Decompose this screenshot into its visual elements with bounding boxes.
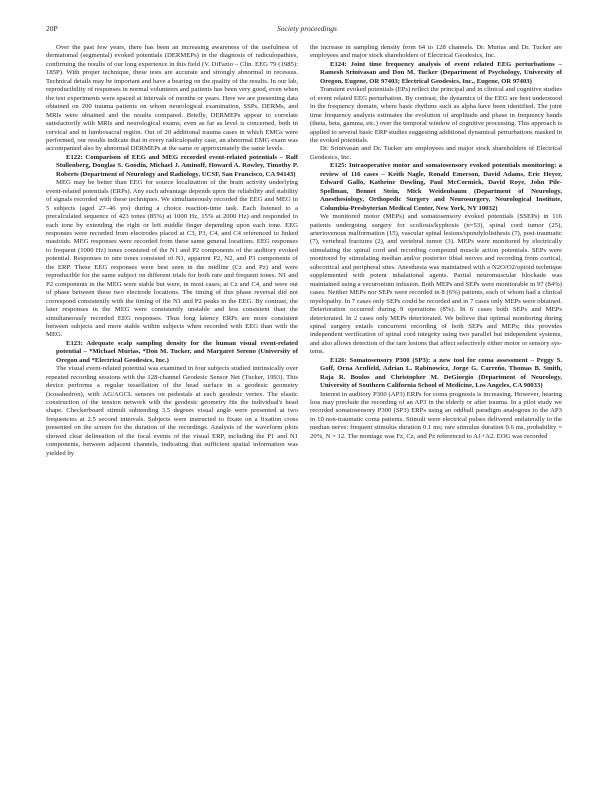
abstract-e123-title: E123: Adequate scalp sampling density for the human visual event-related potential – *Michael Murias, *Don M. Tucker, and Margaret Sereno (University of Oregon and *Electrical Geodesics, Inc.)	[56, 339, 298, 364]
abstract-e123-body: The visual event-related potential was examined in four subjects studied intrinsically over repeated recording sessions with the 128-channel Geodesic Sensor Net (Tucker, 1993). This device performs a regular tessellation of the head surface in a geodesic geometry (icosahedron), with AG/AGCL sensors on pedestals at each geodesic vertex. The elastic construction of the tension network with the geodesic geometry fits the individual's head shape. Checkerboard stimuli subtending 3.5 degrees visual angle were presented at two frequencies at 2.5 second intervals. Subjects were instructed to fixate on a fixation cross presented on the screen for the duration of the recordings. Analysis of the waveform plots showed clear delineation of the focal events of the visual ERP, including the P1 and N1 components, between adjacent channels, indicating that sufficient spatial information was yielded by	[46, 365, 298, 457]
abstract-e126-title: E126: Somatosensory P300 (SP3): a new tool for coma assessment – Peggy S. Goff, Orna Arnfield, Adrian L. Rabinowicz, Jorge G. Carreño, Thomas B. Smith, Raja R. Boulos and Christopher M. DeGiorgio (Department of Neurology, University of Southern California School of Medicine, Los Angeles, CA 90033)	[320, 356, 562, 390]
page-number: 20P	[46, 24, 58, 33]
abstract-e125-body: We monitored motor (MEPs) and somatosensory evoked potentials (SSEPs) in 116 patients undergoing surgery for scoliosis/kyphosis (n=53), spinal cord tumor (25), arteriovenous malformation (15), vascular spinal lesions/spondylolisthesis (7), post-traumatic (7), vertebral fractures (2), and vertebral tumor (3). MEPs were monitored by electrically stimulating the spinal cord and recording compound muscle action potentials. SEPs were monitored by stimulating median and/or posterior tibial nerves and recording from cortical, subcortical and peripheral sites. Anesthesia was maintained with a N2O/O2/opioid technique supplemented with potent inhalational agents. Partial neuromuscular blockade was maintained using a vecuronium infusion. Both MEPs and SEPs were monitorable in 97 (84%) cases. Neither MEPs nor SEPs were recorded in 8 (6%) patients, each of whom had a clinical myelopathy. In 7 cases only SEPs could be recorded and in 7 cases only MEPs were obtained. Deterioration occurred during 9 operations (8%). In 6 cases both SEPs and MEPs deteriorated. In 2 cases only MEPs deteriorated. We believe that optimal monitoring during spinal surgery entails concurrent recording of both SEPs and MEPs; this provides independent verification of spinal cord integrity using two parallel but independent systems, and also allows detection of the rare lesions that affect selectively either motor or sensory systems.	[310, 213, 562, 356]
abstract-e124-disclosure: Dr. Srinivasan and Dr. Tucker are employees and major stock shareholders of Electrical Geodesics, Inc.	[310, 145, 562, 161]
page-header	[46, 24, 568, 36]
right-column	[310, 44, 562, 441]
abstract-e125-title: E125: Intraoperative motor and somatosensory evoked potentials monitoring: a review of 116 cases – Keith Nagle, Ronald Emerson, David Adams, Eric Heyer, Edward Gallo, Kathrine Dowling, Paul McCormick, David Roye, John Pile-Spellman, Bennet Stein, Mick Weidenbaum (Department of Neurology, Anesthesiology, Orthopedic Surgery and Neurosurgery, Neurological Institute, Columbia-Presbyterian Medical Center, New York, NY 10032)	[320, 162, 562, 212]
abstract-e126-body: Interest in auditory P300 (AP3) ERPs for coma prognosis is increasing. However, hearing loss may preclude the recording of an AP3 in the elderly or after trauma. In a pilot study we recorded somatosensory P300 (SP3) ERPs using an oddball paradigm analogous to the AP3 in 10 non-traumatic coma patients. Stimuli were electrical pulses delivered unilaterally to the median nerve: frequent stimulus duration 0.1 ms; rare stimulus duration 0.6 ms, probability = 20%, N = 12. The montage was Fz, Cz, and Pz referenced to A1+A2. EOG was recorded	[310, 390, 562, 440]
intro-paragraph: Over the past few years, there has been an increasing awareness of the usefulness of dermatomal (segmental) evoked potentials (DERMEPs) in the diagnosis of radiculopathies, confirming the results of our long experience in this field (V. DiFazio – Clin. EEG 79 (1985): 185P). With proper technique, these tests are accurate and strongly abnormal in recessus. Technical details may be important and have a bearing on the quality of the results. In our lab, reproducibility of responses in normal volunteers and patients has been very good, even when the test experiments were spaced at intervals of months or years. Here we are presenting data obtained on 200 trauma patients on whom neurological examination, SSPs, DERMs, and MRIs were obtained and the results compared. Briefly, DERMEPs appear to correlate satisfactorily with MRIs and neurological exams, even as far as level is concerned, both in cervical and in lumbosacral region. Out of 20 additional trauma cases in which EMGs were performed, our results indicate that in every radiculopathy case, an abnormal EMG exam was accompanied also by abnormal DERMEPs at the same or approximately the same levels.	[46, 44, 298, 153]
abstract-e124-body: Transient evoked potentials (EPs) reflect the principal and in clinical and cognitive studies of event related EEG perturbation. By contrast, the dynamics of the EEG are best understood in the frequency domain, where basic rhythms such as alpha have been identified. The joint time frequency analysis estimates the evolution of amplitude and phase in frequency bands (theta, beta, gamma, etc.) over the temporal window of cognitive processing. This approach is applied to several basic ERP studies suggesting additional dynamical perturbations masked in the evoked potentials.	[310, 86, 562, 144]
abstract-e124-title: E124: Joint time frequency analysis of event related EEG perturbations – Ramesh Srinivasan and Don M. Tucker (Department of Psychology, University of Oregon, Eugene, OR 97403; Electrical Geodesics, Inc., Eugene, OR 97403)	[320, 60, 562, 85]
left-column	[46, 44, 298, 458]
continuation-paragraph: the increase in sampling density from 64 to 128 channels. Dr. Murias and Dr. Tucker are employees and major stock shareholders of Electrical Geodesics, Inc.	[310, 44, 562, 60]
abstract-e122-title: E122: Comparison of EEG and MEG recorded event-related potentials – Ralf Stollenberg, Douglas S. Goodin, Michael J. Aminoff, Howard A. Rowley, Timothy P. Roberts (Department of Neurology and Radiology, UCSF, San Francisco, CA 94143)	[56, 153, 298, 178]
running-title: Society proceedings	[277, 24, 337, 33]
abstract-e122-body: MEG may be better than EEG for source localization of the brain activity underlying event-related potentials (ERPs). Any such advantage depends upon the reliability and stability of signals recorded with these techniques. We simultaneously recorded the EEG and MEG in 5 subjects (aged 27–46 yrs) during a choice reaction-time task. Each listened to a precalculated sequence of 423 tones (85%) at 1000 Hz, 15% at 2000 Hz) and responded to each tone by extending the right or left middle finger depending upon each tone. EEG responses were recorded from electrodes placed at C3, P3, C4, and C4 referenced to linked mastoids. MEG responses were recorded from these same general locations. EEG responses to frequent (1000 Hz) tones consisted of the N1 and P2 components of the auditory evoked potential. Responses to rare tones consisted of N1, apparent P2, N2, and P3 components of the ERP. These EEG responses were best seen in the midline (Cz and Pz) and were reproducible for the same subject on different trials for both rare and frequent tones. N1 and P2 components in the MEG were stable but were, in most cases, at Cz and C4, and were out of phase between these two electrode locations. The timing of this phase reversal did not correspond consistently with the timing of the N1 and P2 peaks in the EEG. By contrast, the later responses in the MEG were consistently unstable and less consistent than the simultaneously recorded EEG responses. Thus long latency ERPs are more consistent between subjects and more stable within subjects when recorded with EEG than with the MEG.	[46, 179, 298, 339]
